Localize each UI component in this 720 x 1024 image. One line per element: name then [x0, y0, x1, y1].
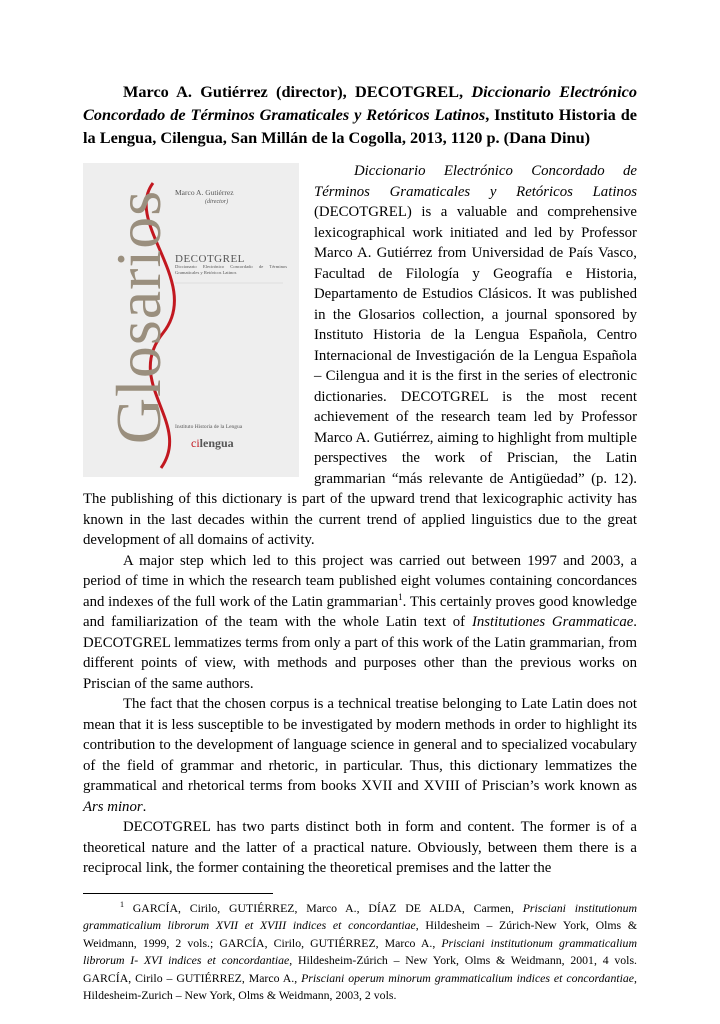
paragraph-3-text-a: The fact that the chosen corpus is a technical treatise belonging to Late Latin does not mean that it is less susceptible to be investigated by modern methods in order to highlight its contribution to the development of language science in general and to specialized vocabulary of the field of grammar and rhetoric, in particular. Thus, this dictionary lemmatizes the grammatical and rhetorical terms from books XVII and XVIII of Priscian’s work known as: [83, 696, 637, 794]
footnote-text-c: , Hildesheim-Zúrich – New York, Olms & Weidmann, 2001, 4 vols. GARCÍA, Cirilo – GUTIÉRREZ, Marco A.,: [83, 953, 637, 985]
cover-subtitle: Diccionario Electrónico Concordado de Términos Gramaticales y Retóricos Latinos: [175, 264, 287, 275]
cover-publisher: Instituto Historia de la Lengua: [175, 424, 243, 430]
footnote-text-d: , Hildesheim-Zurich – New York, Olms & Weidmann, 2003, 2 vols.: [83, 970, 637, 1002]
footnote-text-b: , Hildesheim – Zúrich-New York, Olms & Weidmann, 1999, 2 vols.; GARCÍA, Cirilo, GUTIÉRREZ, Marco A.,: [83, 918, 637, 950]
paragraph-2-italic: Institutiones Grammaticae: [471, 614, 634, 630]
paragraph-2-text-a: A major step which led to this project was carried out between 1997 and 2003, a period of time in which the research team published eight volumes containing concordances and indexes of the full work of the Latin grammarian: [83, 552, 637, 610]
title-text: Marco A. Gutiérrez (director), DECOTGREL,: [123, 82, 472, 101]
footnote-italic-b: Prisciani institutionum grammaticalium librorum I- XVI indices et concordantiae: [83, 935, 637, 967]
review-title: [83, 80, 637, 149]
paragraph-4: DECOTGREL has two parts distinct both in form and content. The former is of a theoretical nature and the latter of a practical nature. Obviously, between them there is a reciprocal link, the former containing the theoretical premises and the latter the: [83, 819, 637, 876]
page: [83, 80, 637, 1005]
footnote-italic-c: Prisciani operum minorum grammaticalium indices et concordantiae: [301, 970, 635, 985]
article-body: [83, 161, 637, 879]
footnote-number: 1: [120, 899, 124, 909]
cover-series-title: Glosarios: [103, 189, 174, 445]
paragraph-3-text-b: .: [142, 798, 147, 815]
footnote-reference[interactable]: 1: [398, 591, 403, 602]
cover-author: Marco A. Gutiérrez: [175, 188, 234, 197]
footnote-italic-a: Prisciani institutionum grammaticalium librorum XVII et XVIII indices et concordantiae: [83, 900, 637, 932]
paragraph-3: [83, 694, 637, 817]
paragraph-3-italic: Ars minor: [83, 798, 143, 815]
cover-book-title: DECOTGREL: [175, 253, 245, 265]
cilengua-logo: [191, 433, 234, 454]
paragraph-1-text: (DECOTGREL) is a valuable and comprehensive lexicographical work initiated and led by Professor Marco A. Gutiérrez from Universidad de País Vasco, Facultad de Filología y Geografía e Historia, Departamento de Estudios Clásicos. It was published in the Glosarios collection, a journal sponsored by Instituto Historia de la Lengua Española, Centro Internacional de Investigación de la Lengua Española – Cilengua and it is the first in the series of electronic dictionaries. DECOTGREL is the most recent achievement of the research team led by Professor Marco A. Gutiérrez, aiming to highlight from multiple perspectives the work of Priscian, the Latin grammarian “más relevante de Antigüedad” (p. 12). The publishing of this dictionary is part of the upward trend that lexicographic activity has known in the last decades within the current trend of applied linguistics due to the great development of all domains of activity.: [83, 204, 637, 548]
book-cover-image: [83, 163, 299, 477]
logo-rest: lengua: [199, 436, 234, 450]
title-book-name: Diccionario Electrónico Concordado de Términos Gramaticales y Retóricos Latinos: [83, 82, 637, 124]
title-publication-info: , Instituto Historia de la Lengua, Cilengua, San Millán de la Cogolla, 2013, 1120 p. (Dana Dinu): [83, 105, 637, 147]
paragraph-2-text-c: . DECOTGREL lemmatizes terms from only a part of this work of the Latin grammarian, from different points of view, with methods and purposes other than the previous works on Priscian of the same authors.: [83, 614, 637, 692]
paragraph-2: [83, 551, 637, 695]
paragraph-1-italic: Diccionario Electrónico Concordado de Términos Gramaticales y Retóricos Latinos: [314, 163, 637, 200]
paragraph-2-text-b: . This certainly proves good knowledge and familiarization of the team with the whole Latin text of: [83, 593, 637, 630]
footnote-divider: [83, 893, 273, 894]
footnote: [83, 900, 637, 1005]
logo-prefix: ci: [191, 436, 200, 450]
cover-role: (director): [205, 199, 229, 205]
footnote-text-a: GARCÍA, Cirilo, GUTIÉRREZ, Marco A., DÍAZ DE ALDA, Carmen,: [124, 900, 523, 915]
